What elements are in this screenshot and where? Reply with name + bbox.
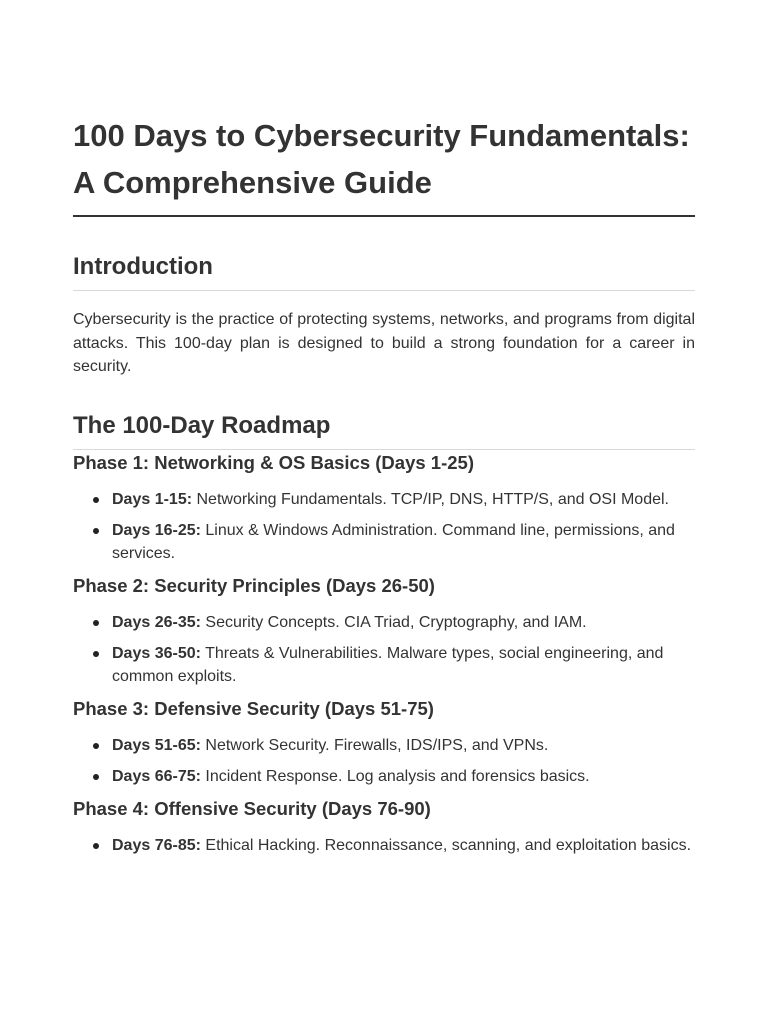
item-description: Network Security. Firewalls, IDS/IPS, and VPNs. <box>205 736 549 754</box>
list-item <box>112 765 695 788</box>
phase-2-heading: Phase 2: Security Principles (Days 26-50) <box>73 574 435 596</box>
list-item <box>112 488 695 511</box>
item-description: Incident Response. Log analysis and forensics basics. <box>205 767 590 785</box>
bullet-icon <box>93 528 99 534</box>
list-item <box>112 642 695 688</box>
day-range: Days 76-85: <box>112 836 201 854</box>
item-description: Threats & Vulnerabilities. Malware types, social engineering, and common exploits. <box>112 644 664 685</box>
list-item <box>112 519 695 565</box>
item-description: Security Concepts. CIA Triad, Cryptography, and IAM. <box>205 613 587 631</box>
day-range: Days 66-75: <box>112 767 201 785</box>
bullet-icon <box>93 774 99 780</box>
phase-2-list <box>73 611 695 688</box>
bullet-icon <box>93 497 99 503</box>
item-description: Networking Fundamentals. TCP/IP, DNS, HTTP/S, and OSI Model. <box>196 490 669 508</box>
introduction-heading: Introduction <box>73 251 695 291</box>
document-title: 100 Days to Cybersecurity Fundamentals: A Comprehensive Guide <box>73 112 695 217</box>
phase-4-list <box>73 834 695 857</box>
bullet-icon <box>93 843 99 849</box>
phase-1-heading: Phase 1: Networking & OS Basics (Days 1-25) <box>73 451 474 473</box>
day-range: Days 1-15: <box>112 490 193 508</box>
day-range: Days 36-50: <box>112 644 201 662</box>
day-range: Days 51-65: <box>112 736 201 754</box>
phase-4-heading: Phase 4: Offensive Security (Days 76-90) <box>73 797 431 819</box>
day-range: Days 26-35: <box>112 613 201 631</box>
list-item <box>112 611 695 634</box>
item-description: Linux & Windows Administration. Command line, permissions, and services. <box>112 521 675 562</box>
item-description: Ethical Hacking. Reconnaissance, scanning, and exploitation basics. <box>205 836 692 854</box>
list-item <box>112 734 695 757</box>
roadmap-heading: The 100-Day Roadmap <box>73 410 695 450</box>
phase-3-heading: Phase 3: Defensive Security (Days 51-75) <box>73 697 434 719</box>
bullet-icon <box>93 743 99 749</box>
phase-3-list <box>73 734 695 788</box>
document-page <box>73 112 695 865</box>
introduction-paragraph: Cybersecurity is the practice of protecting systems, networks, and programs from digital attacks. This 100-day plan is designed to build a strong foundation for a career in security. <box>73 311 695 375</box>
phase-1-list <box>73 488 695 565</box>
day-range: Days 16-25: <box>112 521 201 539</box>
list-item <box>112 834 695 857</box>
bullet-icon <box>93 620 99 626</box>
bullet-icon <box>93 651 99 657</box>
